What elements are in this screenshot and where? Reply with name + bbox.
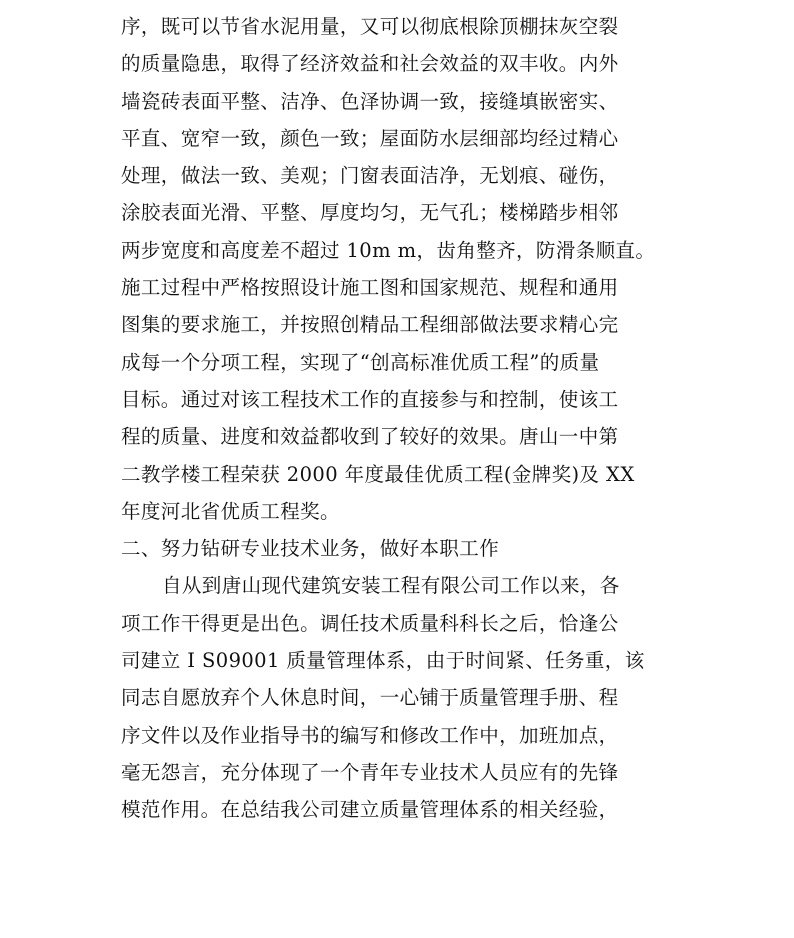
text-line: 序，既可以节省水泥用量，又可以彻底根除顶棚抹灰空裂: [121, 15, 619, 38]
text-line: 目标。通过对该工程技术工作的直接参与和控制，使该工: [121, 387, 619, 411]
text-line: 毫无怨言，充分体现了一个青年专业技术人员应有的先锋: [121, 760, 619, 784]
text-line: 墙瓷砖表面平整、洁净、色泽协调一致，接缝填嵌密实、: [121, 89, 619, 113]
text-line: 序文件以及作业指导书的编写和修改工作中，加班加点，: [121, 723, 619, 747]
text-line: 图集的要求施工，并按照创精品工程细部做法要求精心完: [121, 313, 619, 337]
text-line: 二教学楼工程荣获 2000 年度最佳优质工程(金牌奖)及 XX: [121, 462, 635, 486]
paragraph-first-line: 自从到唐山现代建筑安装工程有限公司工作以来，各: [162, 574, 620, 598]
text-line: 成每一个分项工程，实现了“创高标准优质工程”的质量: [121, 350, 600, 374]
section-heading: 二、努力钻研专业技术业务，做好本职工作: [121, 537, 500, 561]
text-line: 施工过程中严格按照设计施工图和国家规范、规程和通用: [121, 276, 619, 300]
text-line: 同志自愿放弃个人休息时间，一心铺于质量管理手册、程: [121, 686, 619, 710]
text-line: 程的质量、进度和效益都收到了较好的效果。唐山一中第: [121, 425, 619, 449]
text-line: 项工作干得更是出色。调任技术质量科科长之后，恰逢公: [121, 611, 619, 635]
text-line: 的质量隐患，取得了经济效益和社会效益的双丰收。内外: [121, 52, 619, 76]
text-line: 平直、宽窄一致，颜色一致；屋面防水层细部均经过精心: [121, 126, 619, 150]
body-text: [121, 0, 681, 829]
text-line: 年度河北省优质工程奖。: [121, 499, 340, 523]
text-line: 司建立 I S09001 质量管理体系，由于时间紧、任务重，该: [121, 649, 645, 673]
text-line: 涂胶表面光滑、平整、厚度均匀，无气孔；楼梯踏步相邻: [121, 201, 619, 225]
text-line: 模范作用。在总结我公司建立质量管理体系的相关经验，: [121, 798, 619, 822]
text-line: 处理，做法一致、美观；门窗表面洁净，无划痕、碰伤，: [121, 164, 619, 188]
text-line: 两步宽度和高度差不超过 10m m，齿角整齐，防滑条顺直。: [121, 238, 656, 262]
